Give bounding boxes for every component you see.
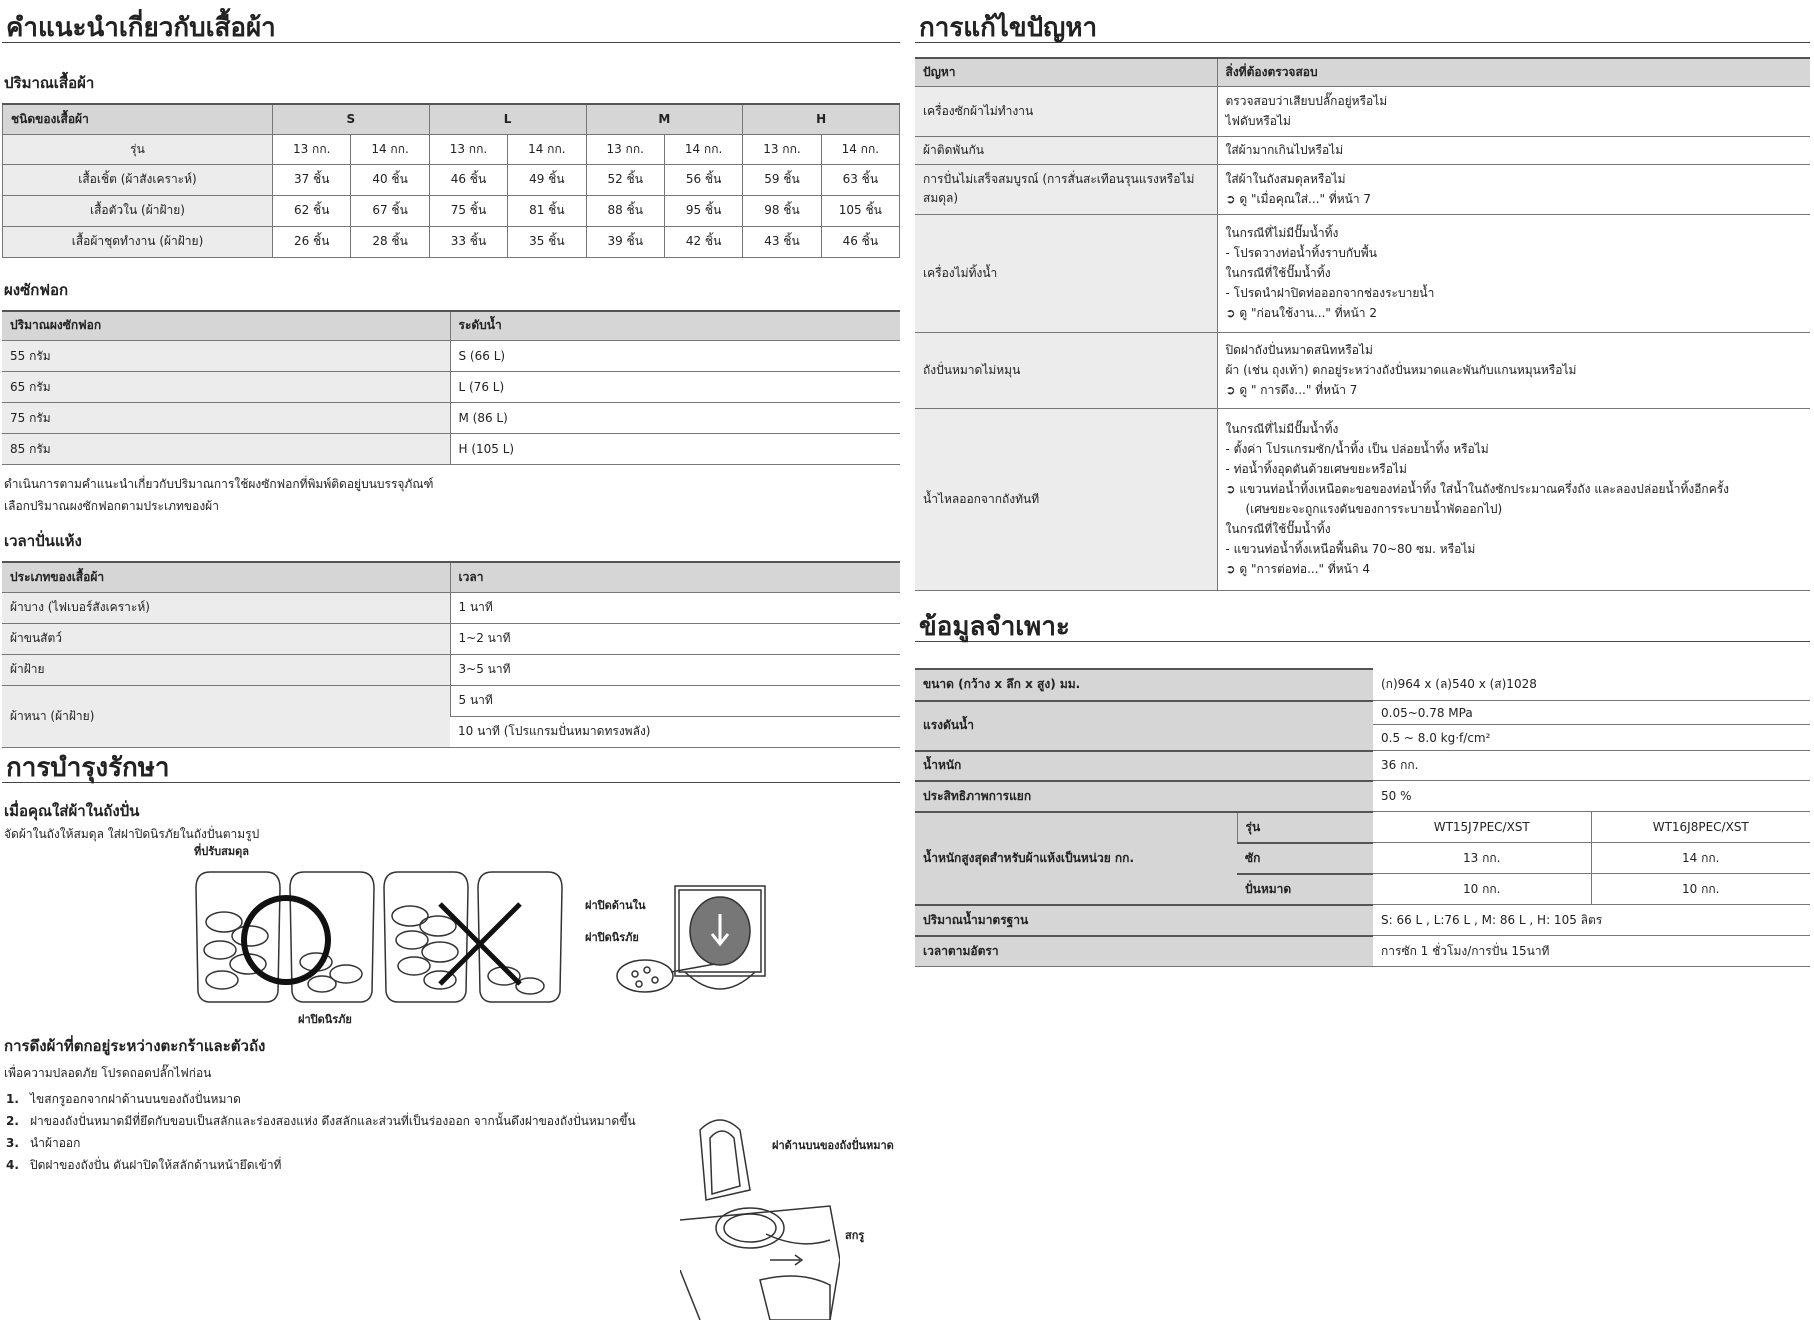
- load-cell: 49 ชิ้น: [508, 164, 586, 195]
- load-cell: 37 ชิ้น: [273, 164, 351, 195]
- detergent-note-1: ดำเนินการตามคำแนะนำเกี่ยวกับปริมาณการใช้ผงซักฟอกที่พิมพ์ติดอยู่บนบรรจุภัณฑ์: [4, 477, 434, 491]
- check-cell: ใส่ผ้ามากเกินไปหรือไม่: [1217, 136, 1810, 164]
- spec-wash-value: 14 กก.: [1591, 843, 1810, 874]
- detergent-row: [2, 434, 900, 465]
- spin-type: ผ้าบาง (ไฟเบอร์สังเคราะห์): [2, 592, 450, 623]
- detergent-amount: 75 กรัม: [2, 403, 450, 434]
- spec-title: ข้อมูลจำเพาะ: [915, 595, 1810, 642]
- load-cell: 95 ชิ้น: [664, 195, 742, 226]
- spec-spin-value: 10 กก.: [1373, 874, 1591, 905]
- step-item: 3. นำผ้าออก: [6, 1136, 81, 1150]
- load-model: 13 กก.: [429, 134, 507, 164]
- load-level-l: L: [429, 104, 586, 134]
- load-cell: 39 ชิ้น: [586, 226, 664, 257]
- top-cover-label: ฝาด้านบนของถังปั่นหมาด: [772, 1139, 894, 1152]
- troubleshoot-title: การแก้ไขปัญหา: [915, 0, 1810, 43]
- load-cell: 75 ชิ้น: [429, 195, 507, 226]
- safety-cover-label: ฝาปิดนิรภัย: [298, 1013, 352, 1026]
- load-model: 13 กก.: [743, 134, 821, 164]
- detergent-level: L (76 L): [450, 372, 900, 403]
- spec-wash-value: 13 กก.: [1373, 843, 1591, 874]
- detergent-amount: 85 กรัม: [2, 434, 450, 465]
- load-cell: 46 ชิ้น: [821, 226, 899, 257]
- troubleshoot-row: [915, 332, 1810, 408]
- troubleshoot-row: [915, 164, 1810, 214]
- spin-time-header: เวลา: [450, 562, 900, 592]
- problem-cell: เครื่องไม่ทิ้งน้ำ: [915, 214, 1217, 332]
- load-cell: 98 ชิ้น: [743, 195, 821, 226]
- load-level-s: S: [273, 104, 430, 134]
- step-item: 2. ฝาของถังปั่นหมาดมีที่ยึดกับขอบเป็นสลักและร่องสองแห่ง ดึงสลักและส่วนที่เป็นร่องออก จากนั้นดึงฝาของถังปั่นหมาดขึ้น: [6, 1114, 636, 1128]
- spec-pressure-value: 0.5 ~ 8.0 kg·f/cm²: [1373, 725, 1810, 751]
- spin-row: [2, 623, 900, 654]
- load-row-label: เสื้อเชิ้ต (ผ้าสังเคราะห์): [3, 164, 273, 195]
- load-model: 13 กก.: [586, 134, 664, 164]
- load-type-header: ชนิดของเสื้อผ้า: [3, 104, 273, 134]
- spin-type: ผ้าหนา (ผ้าฝ้าย): [2, 685, 450, 747]
- load-cell: 67 ชิ้น: [351, 195, 429, 226]
- spec-row: [915, 905, 1810, 936]
- problem-cell: การปั่นไม่เสร็จสมบูรณ์ (การสั่นสะเทือนรุนแรงหรือไม่สมดุล): [915, 164, 1217, 214]
- problem-header: ปัญหา: [915, 58, 1217, 86]
- load-cell: 46 ชิ้น: [429, 164, 507, 195]
- troubleshoot-row: [915, 136, 1810, 164]
- load-level-m: M: [586, 104, 743, 134]
- balance-illustration: [190, 845, 580, 1026]
- spin-table: [2, 561, 900, 748]
- pull-clothes-section: [2, 1034, 702, 1176]
- spin-cover-illustration: [680, 1110, 905, 1320]
- detergent-level: M (86 L): [450, 403, 900, 434]
- load-cell: 88 ชิ้น: [586, 195, 664, 226]
- spec-spin-value: 10 กก.: [1591, 874, 1810, 905]
- left-column: [2, 0, 900, 845]
- spec-row: [915, 669, 1810, 701]
- check-cell: ในกรณีที่ไม่มีปั๊มน้ำทิ้ง - ตั้งค่า โปรแกรมซัก/น้ำทิ้ง เป็น ปล่อยน้ำทิ้ง หรือไม่ - ท่อน้ำทิ้งอุดตันด้วยเศษขยะหรือไม่ ➲ แขวนท่อน้ำทิ้งเหนือตะขอของท่อน้ำทิ้ง ใส่น้ำในถังซักประมาณครึ่งถัง และลองปล่อยน้ำทิ้งอีกครั้ง (เศษขยะจะถูกแรงดันของการระบายน้ำพัดออกไป) ในกรณีที่ใช้ปั๊มน้ำทิ้ง - แขวนท่อน้ำทิ้งเหนือพื้นดิน 70~80 ซม. หรือไม่ ➲ ดู "การต่อท่อ..." ที่หน้า 4: [1217, 408, 1810, 590]
- load-row: [3, 164, 900, 195]
- load-model: 14 กก.: [821, 134, 899, 164]
- detergent-level: S (66 L): [450, 341, 900, 372]
- load-model: 14 กก.: [351, 134, 429, 164]
- spin-time: 3~5 นาที: [450, 654, 900, 685]
- load-clothes-desc: จัดผ้าในถังให้สมดุล ใส่ฝาปิดนิรภัยในถังปั่นตามรูป: [4, 826, 260, 841]
- spec-rate-label: เวลาตามอัตรา: [915, 936, 1373, 967]
- spec-wash-label: ซัก: [1237, 843, 1373, 874]
- check-cell: ในกรณีที่ไม่มีปั๊มน้ำทิ้ง - โปรดวางท่อน้ำทิ้งราบกับพื้น ในกรณีที่ใช้ปั๊มน้ำทิ้ง - โปรดนำฝาปิดท่อออกจากช่องระบายน้ำ ➲ ดู "ก่อนใช้งาน..." ที่หน้า 2: [1217, 214, 1810, 332]
- lid-illustration: [585, 876, 785, 1006]
- detergent-level-header: ระดับน้ำ: [450, 311, 900, 341]
- right-column: [915, 0, 1810, 967]
- load-row: [3, 195, 900, 226]
- spin-row: [2, 592, 900, 623]
- detergent-note-2: เลือกปริมาณผงซักฟอกตามประเภทของผ้า: [4, 499, 219, 513]
- load-model-label: รุ่น: [3, 134, 273, 164]
- load-model: 14 กก.: [664, 134, 742, 164]
- spec-row: [915, 812, 1810, 843]
- care-title: การบำรุงรักษา: [2, 752, 900, 783]
- balance-label: ที่ปรับสมดุล: [194, 845, 249, 858]
- troubleshoot-row: [915, 408, 1810, 590]
- load-row-label: เสื้อตัวใน (ผ้าฝ้าย): [3, 195, 273, 226]
- spin-time: 5 นาที: [450, 685, 900, 716]
- detergent-heading: ผงซักฟอก: [4, 280, 69, 299]
- load-level-h: H: [743, 104, 900, 134]
- load-cell: 59 ชิ้น: [743, 164, 821, 195]
- troubleshoot-row: [915, 86, 1810, 136]
- spec-weight-value: 36 กก.: [1373, 751, 1810, 781]
- spin-time: 1~2 นาที: [450, 623, 900, 654]
- spec-weight-label: น้ำหนัก: [915, 751, 1373, 781]
- pull-steps-list: [2, 1088, 702, 1176]
- page-title-clothing: คำแนะนำเกี่ยวกับเสื้อผ้า: [2, 0, 900, 43]
- load-cell: 28 ชิ้น: [351, 226, 429, 257]
- check-cell: ปิดฝาถังปั่นหมาดสนิทหรือไม่ ผ้า (เช่น ถุงเท้า) ตกอยู่ระหว่างถังปั่นหมาดและพันกับแกนหมุนหรือไม่ ➲ ดู " การดึง..." ที่หน้า 7: [1217, 332, 1810, 408]
- load-heading: ปริมาณเสื้อผ้า: [4, 74, 95, 92]
- detergent-amount-header: ปริมาณผงซักฟอก: [2, 311, 450, 341]
- spec-row: [915, 936, 1810, 967]
- load-model: 13 กก.: [273, 134, 351, 164]
- detergent-table: [2, 310, 900, 466]
- spec-model-1: WT15J7PEC/XST: [1373, 812, 1591, 843]
- spec-efficiency-value: 50 %: [1373, 781, 1810, 812]
- spec-table: [915, 668, 1810, 968]
- spin-heading: เวลาปั่นแห้ง: [4, 532, 82, 550]
- safety-lid-label: ฝาปิดนิรภัย: [585, 931, 639, 944]
- load-clothes-heading: เมื่อคุณใส่ผ้าในถังปั่น: [4, 801, 140, 820]
- inner-lid-label: ฝาปิดด้านใน: [585, 899, 646, 912]
- load-cell: 35 ชิ้น: [508, 226, 586, 257]
- spec-model-2: WT16J8PEC/XST: [1591, 812, 1810, 843]
- spec-pressure-label: แรงดันน้ำ: [915, 701, 1373, 751]
- detergent-row: [2, 372, 900, 403]
- load-cell: 43 ชิ้น: [743, 226, 821, 257]
- spec-row: [915, 781, 1810, 812]
- spin-type: ผ้าขนสัตว์: [2, 623, 450, 654]
- problem-cell: ผ้าติดพันกัน: [915, 136, 1217, 164]
- spec-row: [915, 701, 1810, 725]
- spec-size-label: ขนาด (กว้าง x ลึก x สูง) มม.: [915, 669, 1373, 701]
- spec-water-label: ปริมาณน้ำมาตรฐาน: [915, 905, 1373, 936]
- load-row: [3, 226, 900, 257]
- troubleshoot-table: [915, 57, 1810, 591]
- load-cell: 56 ชิ้น: [664, 164, 742, 195]
- spec-row: [915, 751, 1810, 781]
- detergent-row: [2, 403, 900, 434]
- detergent-amount: 65 กรัม: [2, 372, 450, 403]
- spin-row: [2, 685, 900, 716]
- load-cell: 40 ชิ้น: [351, 164, 429, 195]
- load-model: 14 กก.: [508, 134, 586, 164]
- spec-water-value: S: 66 L , L:76 L , M: 86 L , H: 105 ลิตร: [1373, 905, 1810, 936]
- check-cell: ใส่ผ้าในถังสมดุลหรือไม่ ➲ ดู "เมื่อคุณใส่..." ที่หน้า 7: [1217, 164, 1810, 214]
- detergent-row: [2, 341, 900, 372]
- spin-time: 1 นาที: [450, 592, 900, 623]
- troubleshoot-row: [915, 214, 1810, 332]
- spec-spin-label: ปั่นหมาด: [1237, 874, 1373, 905]
- load-cell: 105 ชิ้น: [821, 195, 899, 226]
- spin-row: [2, 654, 900, 685]
- step-item: 1. ไขสกรูออกจากฝาด้านบนของถังปั่นหมาด: [6, 1092, 241, 1106]
- spin-type-header: ประเภทของเสื้อผ้า: [2, 562, 450, 592]
- load-cell: 63 ชิ้น: [821, 164, 899, 195]
- load-cell: 62 ชิ้น: [273, 195, 351, 226]
- pull-clothes-heading: การดึงผ้าที่ตกอยู่ระหว่างตะกร้าและตัวถัง: [4, 1037, 266, 1055]
- spin-time: 10 นาที (โปรแกรมปั่นหมาดทรงพลัง): [450, 716, 900, 747]
- spec-pressure-value: 0.05~0.78 MPa: [1373, 701, 1810, 725]
- load-cell: 42 ชิ้น: [664, 226, 742, 257]
- load-table: [2, 103, 900, 258]
- screw-label: สกรู: [845, 1229, 865, 1242]
- load-cell: 52 ชิ้น: [586, 164, 664, 195]
- problem-cell: น้ำไหลออกจากถังทันที: [915, 408, 1217, 590]
- check-cell: ตรวจสอบว่าเสียบปลั๊กอยู่หรือไม่ ไฟดับหรือไม่: [1217, 86, 1810, 136]
- load-cell: 26 ชิ้น: [273, 226, 351, 257]
- problem-cell: ถังปั่นหมาดไม่หมุน: [915, 332, 1217, 408]
- check-header: สิ่งที่ต้องตรวจสอบ: [1217, 58, 1810, 86]
- spec-size-value: (ก)964 x (ล)540 x (ส)1028: [1373, 669, 1810, 701]
- spin-type: ผ้าฝ้าย: [2, 654, 450, 685]
- detergent-amount: 55 กรัม: [2, 341, 450, 372]
- step-item: 4. ปิดฝาของถังปั่น ดันฝาปิดให้สลักด้านหน้ายึดเข้าที่: [6, 1158, 282, 1172]
- problem-cell: เครื่องซักผ้าไม่ทำงาน: [915, 86, 1217, 136]
- spec-rate-value: การซัก 1 ชั่วโมง/การปั่น 15นาที: [1373, 936, 1810, 967]
- spec-model-label: รุ่น: [1237, 812, 1373, 843]
- detergent-level: H (105 L): [450, 434, 900, 465]
- load-cell: 81 ชิ้น: [508, 195, 586, 226]
- load-cell: 33 ชิ้น: [429, 226, 507, 257]
- spec-efficiency-label: ประสิทธิภาพการแยก: [915, 781, 1373, 812]
- spec-max-load-label: น้ำหนักสูงสุดสำหรับผ้าแห้งเป็นหน่วย กก.: [915, 812, 1237, 905]
- pull-clothes-desc: เพื่อความปลอดภัย โปรดถอดปลั๊กไฟก่อน: [4, 1066, 212, 1080]
- load-row-label: เสื้อผ้าชุดทำงาน (ผ้าฝ้าย): [3, 226, 273, 257]
